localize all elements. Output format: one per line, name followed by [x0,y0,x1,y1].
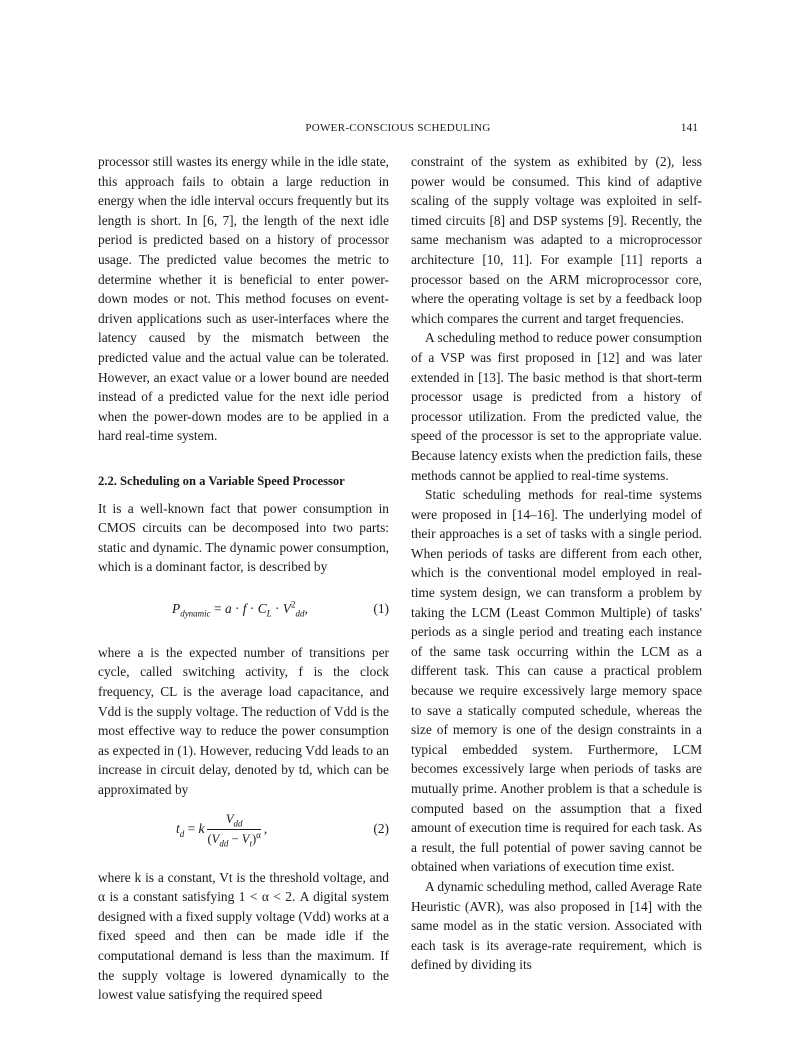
left-column [98,152,389,1005]
left-paragraph-4: where k is a constant, Vt is the threshold voltage, and α is a constant satisfying 1 < α < 2. A digital system designed with a fixed supply voltage (Vdd) works at a fixed speed and then can be made idle if the computational demand is less than the maximum. If the supply voltage is lowered dynamically to the lowest value satisfying the required speed [98,869,389,1003]
equation-1-number: (1) [373,600,389,616]
page-number: 141 [680,122,698,134]
equation-2-expression: $t_d = k$ $\frac{V_{dd}}{(V_{dd} - V_t)^\alpha}$ , [176,811,268,849]
right-paragraph-2: A scheduling method to reduce power consumption of a VSP was first proposed in [12] and was later extended in [13]. The basic method is that short-term processor usage is predicted from a history of processor utilization. From the predicted value, the speed of the processor is set to the appropriate value. Because latency exists when the prediction fails, these methods cannot be applied to real-time systems. [411,330,702,483]
equation-1 [98,599,389,619]
left-paragraph-1: processor still wastes its energy while in the idle state, this approach fails to obtain a large reduction in energy when the idle interval occurs frequently but its length is short. In [6, 7], the length of the next idle period is predicted based on a history of processor usage. The predicted value becomes the metric to determine whether it is beneficial to enter power-down modes or not. This method focuses on event-driven applications such as user-interfaces where the latency caused by the mismatch between the predicted value and the actual value can be tolerated. However, an exact value or a lower bound are needed instead of a predicted value for the next idle period when the power-down modes are to be applied in a hard real-time system. [98,154,389,444]
equation-2-number: (2) [373,820,389,836]
right-paragraph-1: constraint of the system as exhibited by (2), less power would be consumed. This kind of adaptive scaling of the supply voltage was exploited in self-timed circuits [8] and DSP systems [9]. Recently, the same mechanism was adapted to a microprocessor architecture [10, 11]. For example [11] reports a processor based on the ARM microprocessor core, where the operating voltage is set by a feedback loop which compares the current and target frequencies. [411,154,702,326]
page-header [98,122,698,140]
right-paragraph-4: A dynamic scheduling method, called Average Rate Heuristic (AVR), was also proposed in [14] with the same model as in the static version. Associated with each task is its average-rate requirement, which is defined by dividing its [411,878,702,973]
running-title: POWER-CONSCIOUS SCHEDULING [305,122,491,134]
right-column [411,152,702,975]
left-paragraph-2: It is a well-known fact that power consumption in CMOS circuits can be decomposed into two parts: static and dynamic. The dynamic power consumption, which is a dominant factor, is described by [98,500,389,575]
equation-2 [98,810,389,850]
left-paragraph-3: where a is the expected number of transitions per cycle, called switching activity, f is the clock frequency, CL is the average load capacitance, and Vdd is the supply voltage. The reduction of Vdd is the most effective way to reduce the power consumption as expected in (1). However, reducing Vdd leads to an increase in circuit delay, denoted by td, which can be approximated by [98,644,389,798]
right-paragraph-3: Static scheduling methods for real-time systems were proposed in [14–16]. The underlying model of their approaches is a set of tasks with a single period. When periods of tasks are different from each other, which is the conventional model employed in real-time system design, we can transform a problem by taking the LCM (Least Common Multiple) of tasks' periods as a single period and treating each instance of the same task occurring within the LCM as a different task. This can cause a practical problem because we require excessively large memory space to save a statically computed schedule, whereas the size of memory is one of the design constraints in a typical embedded system. Furthermore, LCM becomes excessively large when periods of tasks are mutually prime. Another problem is that a schedule is computed based on the assumption that a fixed amount of execution time is required for each task. As a result, the full potential of power saving cannot be obtained when variations of execution time exist. [411,487,702,875]
section-heading: 2.2. Scheduling on a Variable Speed Processor [98,473,345,488]
equation-1-expression: $P_{dynamic} = a \cdot f \cdot C_L \cdot V^2_{dd}$, [172,599,308,619]
